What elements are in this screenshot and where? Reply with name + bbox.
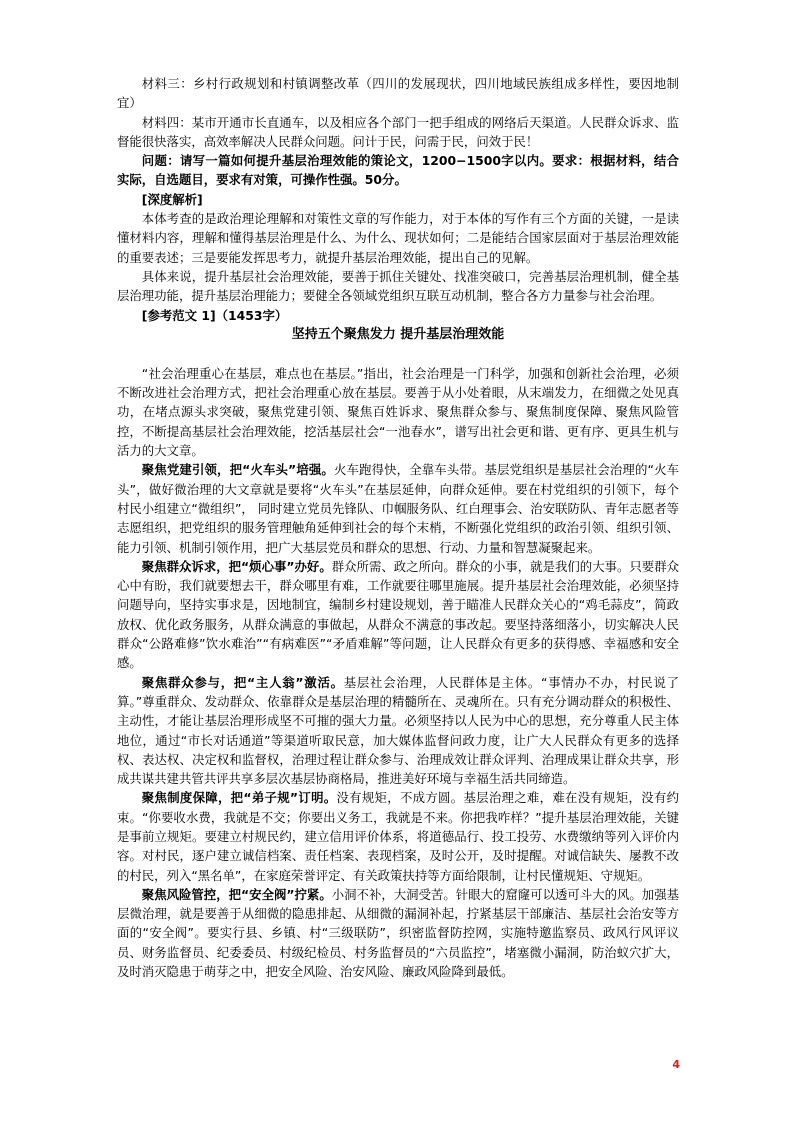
essay-section-3 [117, 673, 679, 789]
section-1-body: 火车跑得快，全靠车头带。基层党组织是基层社会治理的“火车头”，做好微治理的大文章就是要将“火车头”在基层延伸，向群众延伸。要在村党组织的引领下，每个村民小组建立“微组织”， 同时建立党员先锋队、巾帼服务队、红白理事会、治安联防队、青年志愿者等志愿组织，把党组织的服务管理触角延伸到社会的每个末梢，不断强化党组织的政治引领、组织引领、能力引领、机制引领作用，把广大基层党员和群众的思想、行动、力量和智慧凝聚起来。 [117, 462, 679, 555]
material-three: 材料三：乡村行政规划和村镇调整改革（四川的发展现状，四川地域民族组成多样性，要因地制宜） [117, 76, 679, 111]
analysis-heading: [深度解析] [141, 191, 203, 207]
essay-title: 坚持五个聚焦发力 提升基层治理效能 [291, 326, 505, 342]
section-1-lead: 聚焦党建引领，把“火车头”培强。 [141, 462, 334, 478]
section-4-lead: 聚焦制度保障，把“弟子规”订明。 [141, 790, 337, 806]
page-number: 4 [672, 1058, 680, 1071]
document-page [117, 74, 679, 981]
section-5-lead: 聚焦风险管控，把“安全阀”拧紧。 [141, 886, 332, 902]
material-four: 材料四：某市开通市长直通车，以及相应各个部门一把手组成的网络后天渠道。人民群众诉求、监督能很快落实，高效率解决人民群众问题。问计于民，问需于民，问效于民！ [117, 114, 679, 149]
section-3-lead: 聚焦群众参与，把“主人翁”激活。 [141, 674, 344, 690]
essay-section-5 [117, 885, 679, 981]
spacer [117, 353, 679, 364]
sample-heading: [参考范文 1]（1453字） [141, 307, 288, 323]
section-5-body: 小洞不补，大洞受苦。针眼大的窟窿可以透可斗大的风。加强基层微治理，就是要善于从细微的隐患排起、从细微的漏洞补起，拧紧基层干部廉洁、基层社会治安等方面的“安全阀”。要实行县、乡镇、村“三级联防”，织密监督防控网，实施特邀监察员、政风行风评议员、财务监督员、纪委委员、村级纪检员、村务监督员的“六员监控”，堵塞微小漏洞，防治蚁穴扩大，及时消灭隐患于萌芽之中，把安全风险、治安风险、廉政风险降到最低。 [117, 886, 680, 980]
section-3-body: 基层社会治理，人民群体是主体。“事情办不办，村民说了算。”尊重群众、发动群众、依靠群众是基层治理的精髓所在、灵魂所在。只有充分调动群众的积极性、主动性，才能让基层治理形成坚不可摧的强大力量。必须坚持以人民为中心的思想，充分尊重人民主体地位，通过“市长对话通道”等渠道听取民意，加大媒体监督问政力度，让广大人民群众有更多的选择权、表达权、决定权和监督权，治理过程让群众参与、治理成效让群众评判、治理成果让群众共享，形成共谋共建共管共评共享多层次基层协商格局，推进美好环境与幸福生活共同缔造。 [117, 674, 679, 787]
analysis-paragraph-1: 本体考查的是政治理论理解和对策性文章的写作能力，对于本体的写作有三个方面的关键，一是读懂材料内容，理解和懂得基层治理是什么、为什么、现状如何；二是能结合国家层面对于基层治理效能的重要表述；三是要能发挥思考力，就提升基层治理效能，提出自己的见解。 [117, 211, 679, 265]
analysis-paragraph-2: 具体来说，提升基层社会治理效能，要善于抓住关键处、找准突破口，完善基层治理机制，健全基层治理功能，提升基层治理能力；要健全各领域党组织互联互动机制，整合各方力量参与社会治理。 [117, 268, 679, 304]
section-4-body: 没有规矩，不成方圆。基层治理之难，难在没有规矩，没有约束。“你要收水费，我就是不交；你要出义务工，我就是不来。你把我咋样？”提升基层治理效能，关键是事前立规矩。要建立村规民约，建立信用评价体系，将道德品行、投工投劳、水费缴纳等列入评价内容。对村民，逐户建立诚信档案、责任档案、表现档案，及时公开，及时提醒。对诚信缺失、屡教不改的村民，列入“黑名单”，在家庭荣誉评定、有关政策扶持等方面给限制，让村民懂规矩、守规矩。 [117, 790, 679, 883]
essay-section-1 [117, 460, 679, 556]
section-2-lead: 聚焦群众诉求，把“烦心事”办好。 [141, 558, 332, 574]
question-prompt: 问题：请写一篇如何提升基层治理效能的策论文，1200−1500字以内。要求：根据材料，结合实际，自选题目，要求有对策，可操作性强。50分。 [117, 153, 679, 188]
essay-intro: “社会治理重心在基层，难点也在基层。”指出，社会治理是一门科学，加强和创新社会治理，必须不断改进社会治理方式，把社会治理重心放在基层。要善于从小处着眼，从末端发力，在细微之处见真功，在堵点源头求突破，聚焦党建引领、聚焦百姓诉求、聚焦群众参与、聚焦制度保障、聚焦风险管控，不断提高基层社会治理效能，挖活基层社会“一池春水”，谱写出社会更和谐、更有序、更具生机与活力的大文章。 [117, 365, 679, 459]
essay-section-4 [117, 788, 679, 884]
essay-section-2 [117, 557, 679, 673]
section-2-body: 群众所需、政之所向。群众的小事，就是我们的大事。只要群众心中有盼，我们就要想去干，群众哪里有难，工作就要往哪里施展。提升基层社会治理效能，必须坚持问题导向，坚持实事求是，因地制宜，编制乡村建设规划，善于瞄准人民群众关心的“鸡毛蒜皮”，简政放权、优化政务服务，从群众满意的事做起，从群众不满意的事改起。要坚持落细落小，切实解决人民群众“公路难修”饮水难治”“有病难医”“矛盾难解”等问题，让人民群众有更多的获得感、幸福感和安全感。 [117, 558, 680, 671]
